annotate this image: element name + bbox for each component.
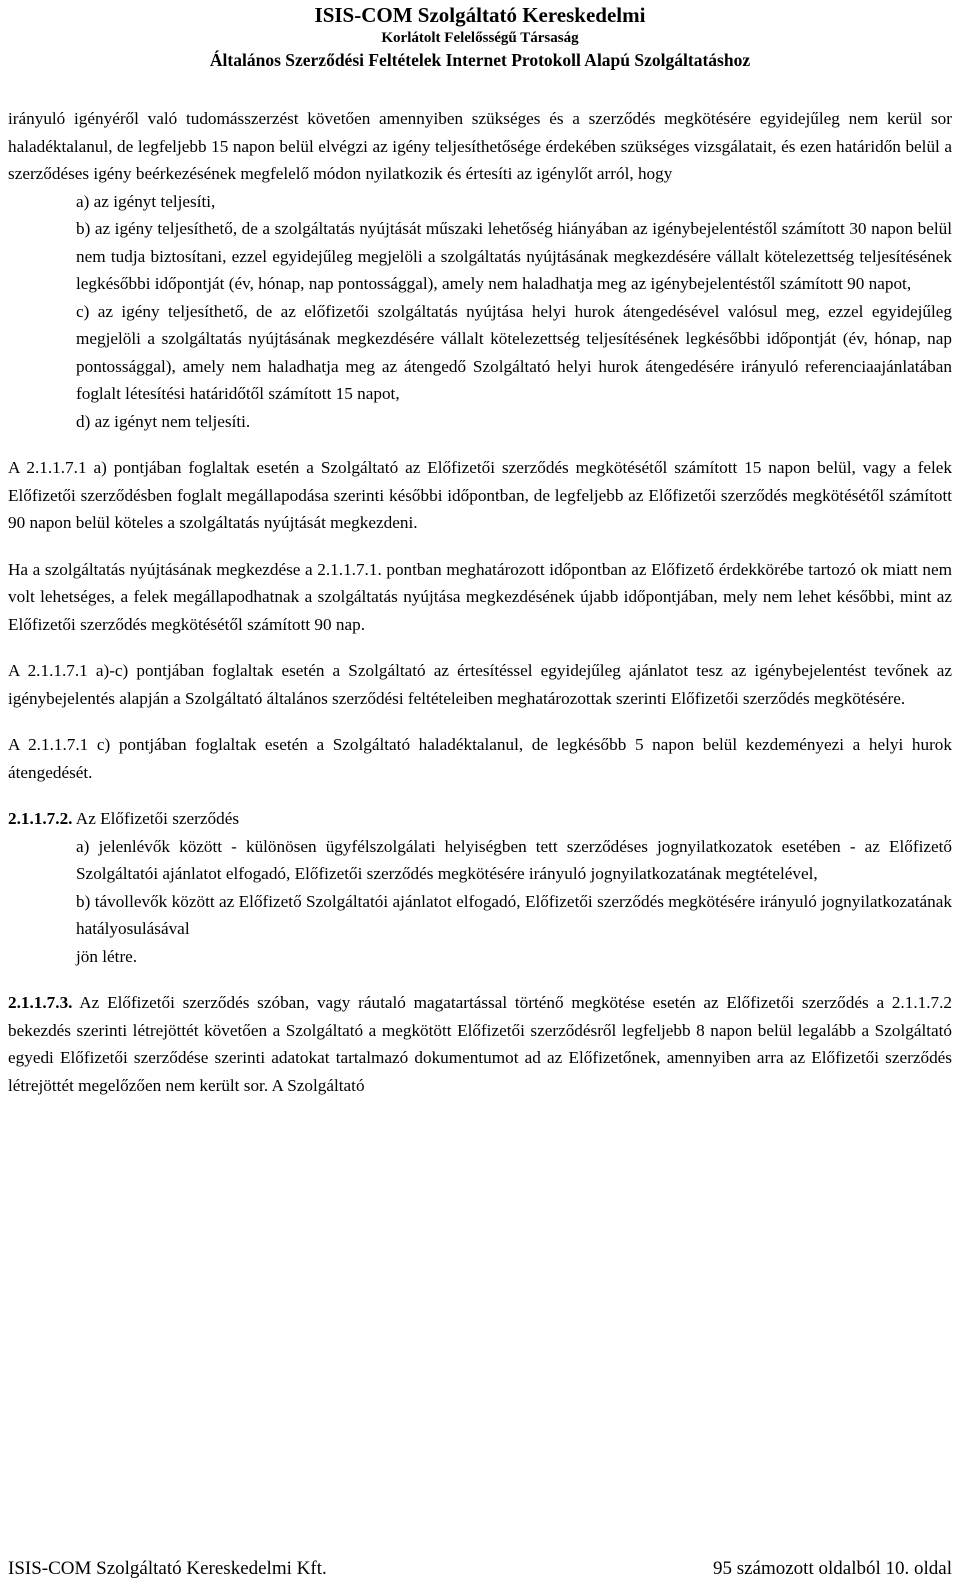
paragraph-offer: A 2.1.1.7.1 a)-c) pontjában foglaltak esetén a Szolgáltató az értesítéssel egyidejűleg ajánlatot tesz az igénybejelentést tevőnek az igénybejelentés alapján a Szolgáltató általános szerződési feltételeiben meghatározottak szerinti Előfizetői szerződés megkötésére.	[8, 661, 952, 708]
page-header	[0, 2, 960, 72]
list-item-d: d) az igényt nem teljesíti.	[76, 411, 251, 431]
paragraph-local-loop: A 2.1.1.7.1 c) pontjában foglaltak esetén a Szolgáltató haladéktalanul, de legkésőbb 5 napon belül kezdeményezi a helyi hurok átengedését.	[8, 735, 952, 782]
company-name: ISIS-COM Szolgáltató Kereskedelmi	[314, 3, 646, 27]
section-item-a: a) jelenlévők között - különösen ügyfélszolgálati helyiségben tett szerződéses jognyilatkozatok esetében - az Előfizető Szolgáltatói ajánlatot elfogadó, Előfizetői szerződés megkötésére irányuló jognyilatkozatának megtételével,	[76, 836, 952, 883]
company-type: Korlátolt Felelősségű Társaság	[381, 30, 579, 46]
footer-company: ISIS-COM Szolgáltató Kereskedelmi Kft.	[8, 1558, 327, 1579]
document-title: Általános Szerződési Feltételek Internet Protokoll Alapú Szolgáltatáshoz	[209, 50, 751, 70]
section-item-b: b) távollevők között az Előfizető Szolgáltatói ajánlatot elfogadó, Előfizetői szerződés megkötésére irányuló jognyilatkozatának hatályosulásával	[76, 891, 952, 938]
intro-paragraph: irányuló igényéről való tudomásszerzést követően amennyiben szükséges és a szerződés megkötésére egyidejűleg nem kerül sor haladéktalanul, de legfeljebb 15 napon belül elvégzi az igény teljesíthetősége érdekében szükséges vizsgálatait, és ezen határidőn belül a szerződéses igény beérkezésének megfelelő módon nyilatkozik és értesíti az igénylőt arról, hogy	[8, 109, 952, 183]
list-item-a: a) az igényt teljesíti,	[76, 191, 216, 211]
section-heading-2-1-1-7-2	[8, 805, 952, 833]
paragraph-start-of-service: A 2.1.1.7.1 a) pontjában foglaltak esetén a Szolgáltató az Előfizetői szerződés megkötésétől számított 15 napon belül, vagy a felek Előfizetői szerződésben foglalt megállapodása szerinti későbbi időpontban, de legfeljebb az Előfizetői szerződés megkötésétől számított 90 napon belül köteles a szolgáltatás nyújtását megkezdeni.	[8, 458, 952, 532]
section-item-end: jön létre.	[76, 946, 138, 966]
page-footer	[8, 1556, 952, 1582]
section-number: 2.1.1.7.3.	[8, 993, 73, 1012]
footer-page-number: 95 számozott oldalból 10. oldal	[712, 1558, 952, 1579]
list-item-c: c) az igény teljesíthető, de az előfizetői szolgáltatás nyújtása helyi hurok átengedésével valósul meg, ezzel egyidejűleg megjelöli a szolgáltatás nyújtásának megkezdésére vállalt kötelezettség teljesítésének legkésőbbi időpontját (év, hónap, nap pontossággal), amely nem haladhatja meg az átengedő Szolgáltató helyi hurok átengedésére irányuló referenciaajánlatában foglalt létesítési határidőtől számított 15 napot,	[76, 301, 952, 403]
list-item-b: b) az igény teljesíthető, de a szolgáltatás nyújtását műszaki lehetőség hiányában az igénybejelentéstől számított 30 napon belül nem tudja biztosítani, ezzel egyidejűleg megjelöli a szolgáltatás nyújtásának megkezdésére vállalt kötelezettség teljesítésének legkésőbbi időpontját (év, hónap, nap pontossággal), amely nem haladhatja meg az igénybejelentéstől számított 90 napot,	[76, 219, 952, 293]
document-body	[8, 105, 952, 1099]
section-text: Az Előfizetői szerződés szóban, vagy ráutaló magatartással történő megkötése esetén az Előfizetői szerződés a 2.1.1.7.2 bekezdés szerinti létrejöttét követően a Szolgáltató a megkötött Előfizetői szerződésről legfeljebb 8 napon belül legalább a Szolgáltató egyedi Előfizetői szerződése szerinti adatokat tartalmazó dokumentumot ad az Előfizetőnek, amennyiben arra az Előfizetői szerződés létrejöttét megelőzően nem került sor. A Szolgáltató	[8, 993, 952, 1095]
paragraph-new-date: Ha a szolgáltatás nyújtásának megkezdése a 2.1.1.7.1. pontban meghatározott időpontban az Előfizető érdekkörébe tartozó ok miatt nem volt lehetséges, a felek megállapodhatnak a szolgáltatás nyújtása megkezdésének újabb időpontjában, mely nem lehet későbbi, mint az Előfizetői szerződés megkötésétől számított 90 nap.	[8, 559, 952, 634]
section-2-1-1-7-3	[8, 989, 952, 1099]
section-number: 2.1.1.7.2.	[8, 809, 73, 828]
section-heading-text: Az Előfizetői szerződés	[72, 809, 240, 828]
